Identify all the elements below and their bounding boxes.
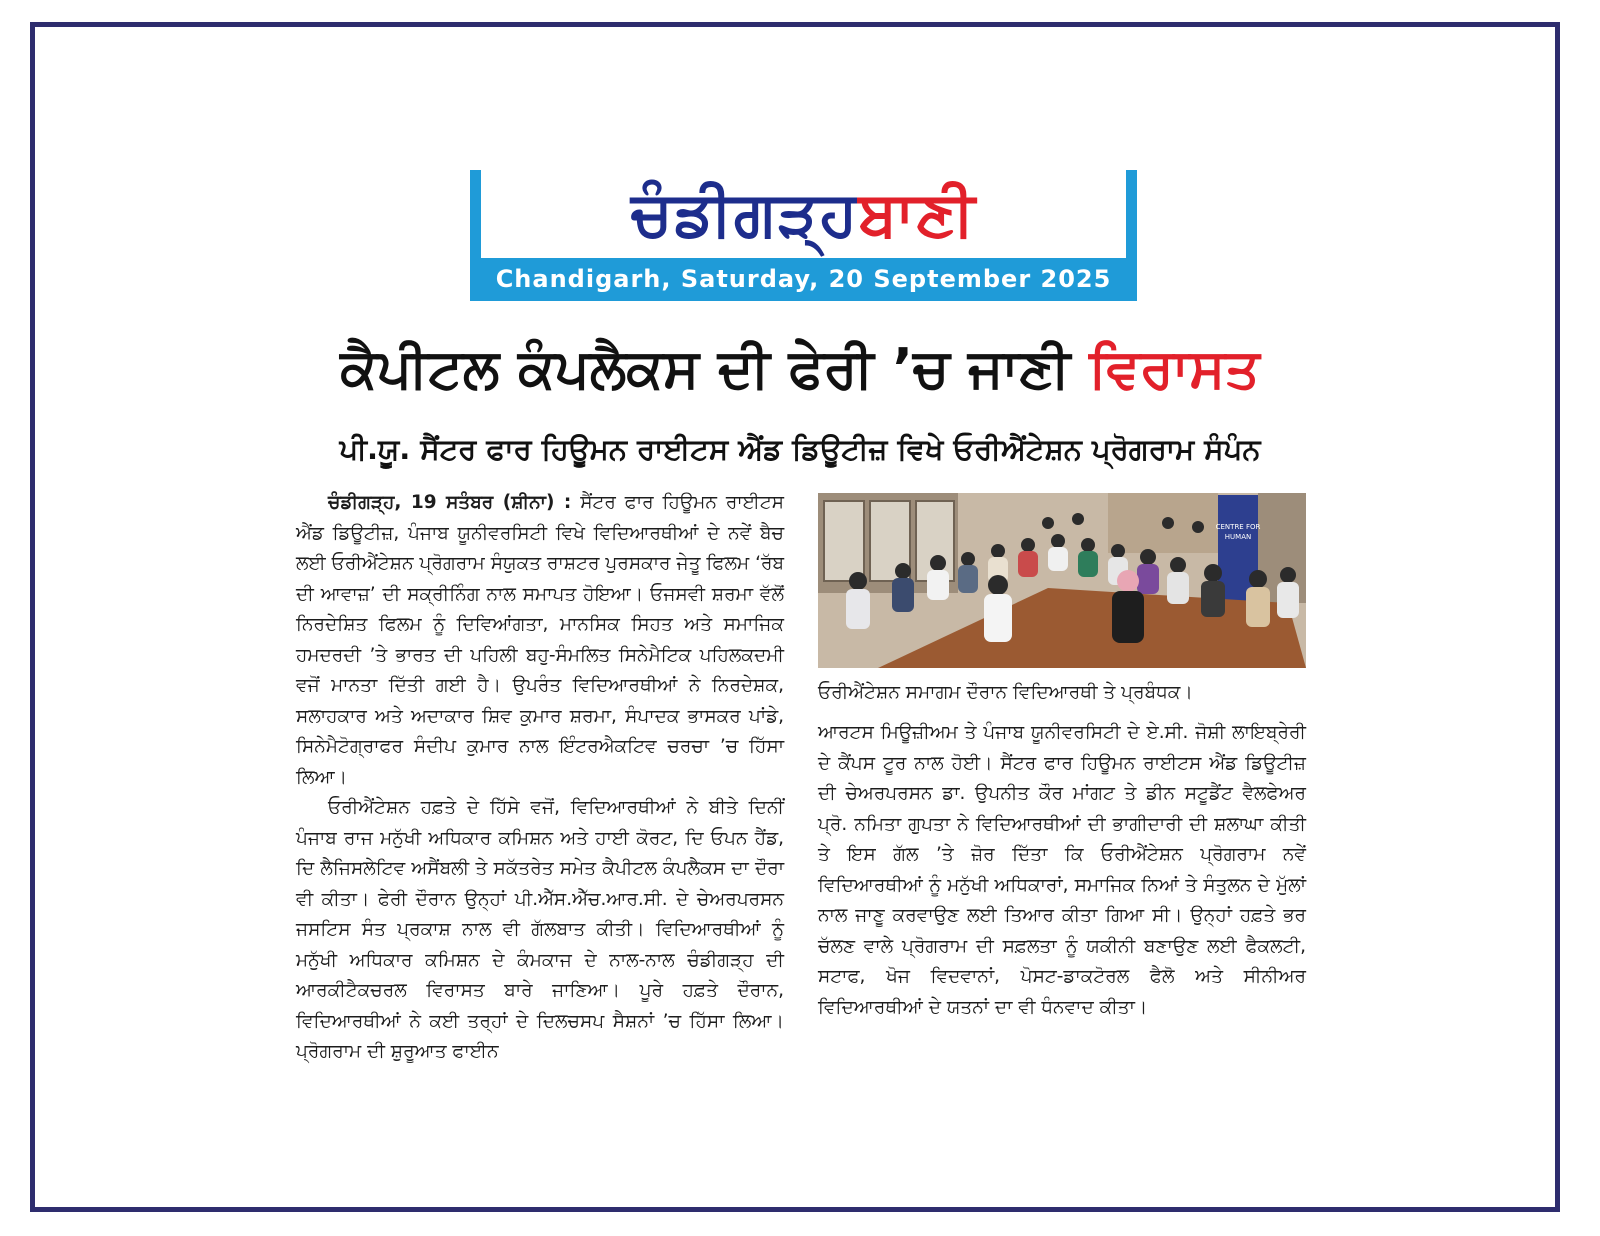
newspaper-masthead xyxy=(470,170,1137,301)
article-paragraph-2: ਓਰੀਐਂਟੇਸ਼ਨ ਹਫ਼ਤੇ ਦੇ ਹਿੱਸੇ ਵਜੋਂ, ਵਿਦਿਆਰਥੀਆਂ ਨੇ ਬੀਤੇ ਦਿਨੀਂ ਪੰਜਾਬ ਰਾਜ ਮਨੁੱਖੀ ਅਧਿਕਾਰ ਕਮਿਸ਼ਨ ਅਤੇ ਹਾਈ ਕੋਰਟ, ਦਿ ਓਪਨ ਹੈਂਡ, ਦਿ ਲੈਜਿਸਲੇਟਿਵ ਅਸੈਂਬਲੀ ਤੇ ਸਕੱਤਰੇਤ ਸਮੇਤ ਕੈਪੀਟਲ ਕੰਪਲੈਕਸ ਦਾ ਦੌਰਾ ਵੀ ਕੀਤਾ। ਫੇਰੀ ਦੌਰਾਨ ਉਨ੍ਹਾਂ ਪੀ.ਐੱਸ.ਐੱਚ.ਆਰ.ਸੀ. ਦੇ ਚੇਅਰਪਰਸਨ ਜਸਟਿਸ ਸੰਤ ਪ੍ਰਕਾਸ਼ ਨਾਲ ਵੀ ਗੱਲਬਾਤ ਕੀਤੀ। ਵਿਦਿਆਰਥੀਆਂ ਨੂੰ ਮਨੁੱਖੀ ਅਧਿਕਾਰ ਕਮਿਸ਼ਨ ਦੇ ਕੰਮਕਾਜ ਦੇ ਨਾਲ-ਨਾਲ ਚੰਡੀਗੜ੍ਹ ਦੀ ਆਰਕੀਟੈਕਚਰਲ ਵਿਰਾਸਤ ਬਾਰੇ ਜਾਣਿਆ। ਪੂਰੇ ਹਫ਼ਤੇ ਦੌਰਾਨ, ਵਿਦਿਆਰਥੀਆਂ ਨੇ ਕਈ ਤਰ੍ਹਾਂ ਦੇ ਦਿਲਚਸਪ ਸੈਸ਼ਨਾਂ ’ਚ ਹਿੱਸਾ ਲਿਆ। ਪ੍ਰੋਗਰਾਮ ਦੀ ਸ਼ੁਰੂਆਤ ਫਾਈਨ xyxy=(296,797,784,1062)
article-paragraph-1-body: ਸੈਂਟਰ ਫਾਰ ਹਿਊਮਨ ਰਾਈਟਸ ਐਂਡ ਡਿਊਟੀਜ਼, ਪੰਜਾਬ ਯੂਨੀਵਰਸਿਟੀ ਵਿਖੇ ਵਿਦਿਆਰਥੀਆਂ ਦੇ ਨਵੇਂ ਬੈਚ ਲਈ ਓਰੀਐਂਟੇਸ਼ਨ ਪ੍ਰੋਗਰਾਮ ਸੰਯੁਕਤ ਰਾਸ਼ਟਰ ਪੁਰਸਕਾਰ ਜੇਤੂ ਫਿਲਮ ‘ਰੱਬ ਦੀ ਆਵਾਜ਼’ ਦੀ ਸਕ੍ਰੀਨਿੰਗ ਨਾਲ ਸਮਾਪਤ ਹੋਇਆ। ਓਜਸਵੀ ਸ਼ਰਮਾ ਵੱਲੋਂ ਨਿਰਦੇਸ਼ਿਤ ਫਿਲਮ ਨੂੰ ਦਿਵਿਆਂਗਤਾ, ਮਾਨਸਿਕ ਸਿਹਤ ਅਤੇ ਸਮਾਜਿਕ ਹਮਦਰਦੀ ’ਤੇ ਭਾਰਤ ਦੀ ਪਹਿਲੀ ਬਹੁ-ਸੰਮਲਿਤ ਸਿਨੇਮੈਟਿਕ ਪਹਿਲਕਦਮੀ ਵਜੋਂ ਮਾਨਤਾ ਦਿੱਤੀ ਗਈ ਹੈ। ਉਪਰੰਤ ਵਿਦਿਆਰਥੀਆਂ ਨੇ ਨਿਰਦੇਸ਼ਕ, ਸਲਾਹਕਾਰ ਅਤੇ ਅਦਾਕਾਰ ਸ਼ਿਵ ਕੁਮਾਰ ਸ਼ਰਮਾ, ਸੰਪਾਦਕ ਭਾਸਕਰ ਪਾਂਡੇ, ਸਿਨੇਮੈਟੋਗ੍ਰਾਫਰ ਸੰਦੀਪ ਕੁਮਾਰ ਨਾਲ ਇੰਟਰਐਕਟਿਵ ਚਰਚਾ ’ਚ ਹਿੱਸਾ ਲਿਆ। xyxy=(296,492,784,788)
photo-caption: ਓਰੀਐਂਟੇਸ਼ਨ ਸਮਾਗਮ ਦੌਰਾਨ ਵਿਦਿਆਰਥੀ ਤੇ ਪ੍ਰਬੰਧਕ। xyxy=(818,682,1193,703)
banner-text-line1: CENTRE FOR xyxy=(1215,523,1261,531)
article-subheadline: ਪੀ.ਯੂ. ਸੈਂਟਰ ਫਾਰ ਹਿਊਮਨ ਰਾਈਟਸ ਐਂਡ ਡਿਊਟੀਜ਼ ਵਿਖੇ ਓਰੀਐਂਟੇਸ਼ਨ ਪ੍ਰੋਗਰਾਮ ਸੰਪੰਨ xyxy=(339,432,1261,466)
group-photo-illustration xyxy=(818,493,1306,668)
article-paragraph-1 xyxy=(296,488,784,793)
article-column-right xyxy=(818,718,1306,1023)
article-paragraph-3: ਆਰਟਸ ਮਿਊਜ਼ੀਅਮ ਤੇ ਪੰਜਾਬ ਯੂਨੀਵਰਸਿਟੀ ਦੇ ਏ.ਸੀ. ਜੋਸ਼ੀ ਲਾਇਬ੍ਰੇਰੀ ਦੇ ਕੈਂਪਸ ਟੂਰ ਨਾਲ ਹੋਈ। ਸੈਂਟਰ ਫਾਰ ਹਿਊਮਨ ਰਾਈਟਸ ਐਂਡ ਡਿਊਟੀਜ਼ ਦੀ ਚੇਅਰਪਰਸਨ ਡਾ. ਉਪਨੀਤ ਕੌਰ ਮਾਂਗਟ ਤੇ ਡੀਨ ਸਟੂਡੈਂਟ ਵੈਲਫੇਅਰ ਪ੍ਰੋ. ਨਮਿਤਾ ਗੁਪਤਾ ਨੇ ਵਿਦਿਆਰਥੀਆਂ ਦੀ ਭਾਗੀਦਾਰੀ ਦੀ ਸ਼ਲਾਘਾ ਕੀਤੀ ਤੇ ਇਸ ਗੱਲ ’ਤੇ ਜ਼ੋਰ ਦਿੱਤਾ ਕਿ ਓਰੀਐਂਟੇਸ਼ਨ ਪ੍ਰੋਗਰਾਮ ਨਵੇਂ ਵਿਦਿਆਰਥੀਆਂ ਨੂੰ ਮਨੁੱਖੀ ਅਧਿਕਾਰਾਂ, ਸਮਾਜਿਕ ਨਿਆਂ ਤੇ ਸੰਤੁਲਨ ਦੇ ਮੁੱਲਾਂ ਨਾਲ ਜਾਣੂ ਕਰਵਾਉਣ ਲਈ ਤਿਆਰ ਕੀਤਾ ਗਿਆ ਸੀ। ਉਨ੍ਹਾਂ ਹਫ਼ਤੇ ਭਰ ਚੱਲਣ ਵਾਲੇ ਪ੍ਰੋਗਰਾਮ ਦੀ ਸਫ਼ਲਤਾ ਨੂੰ ਯਕੀਨੀ ਬਣਾਉਣ ਲਈ ਫੈਕਲਟੀ, ਸਟਾਫ, ਖੋਜ ਵਿਦਵਾਨਾਂ, ਪੋਸਟ-ਡਾਕਟੋਰਲ ਫੈਲੋ ਅਤੇ ਸੀਨੀਅਰ ਵਿਦਿਆਰਥੀਆਂ ਦੇ ਯਤਨਾਂ ਦਾ ਵੀ ਧੰਨਵਾਦ ਕੀਤਾ। xyxy=(818,722,1306,1018)
newspaper-logo xyxy=(481,170,1126,258)
banner-text-line2: HUMAN xyxy=(1224,533,1252,541)
masthead-dateline: Chandigarh, Saturday, 20 September 2025 xyxy=(495,265,1112,293)
headline-accent: ਵਿਰਾਸਤ xyxy=(1089,337,1260,400)
masthead-logo-panel xyxy=(481,170,1126,258)
article-photo xyxy=(818,493,1306,668)
article-column-left xyxy=(296,488,784,1068)
logo-word-chandigarh: ਚੰਡੀਗੜ੍ਹ xyxy=(631,177,859,250)
article-headline xyxy=(290,328,1310,410)
article-dateline: ਚੰਡੀਗੜ੍ਹ, 19 ਸਤੰਬਰ (ਸ਼ੀਨਾ) : xyxy=(328,492,572,513)
headline-main: ਕੈਪੀਟਲ ਕੰਪਲੈਕਸ ਦੀ ਫੇਰੀ ’ਚ ਜਾਣੀ xyxy=(340,337,1071,400)
logo-word-bani: ਬਾਣੀ xyxy=(858,177,976,250)
